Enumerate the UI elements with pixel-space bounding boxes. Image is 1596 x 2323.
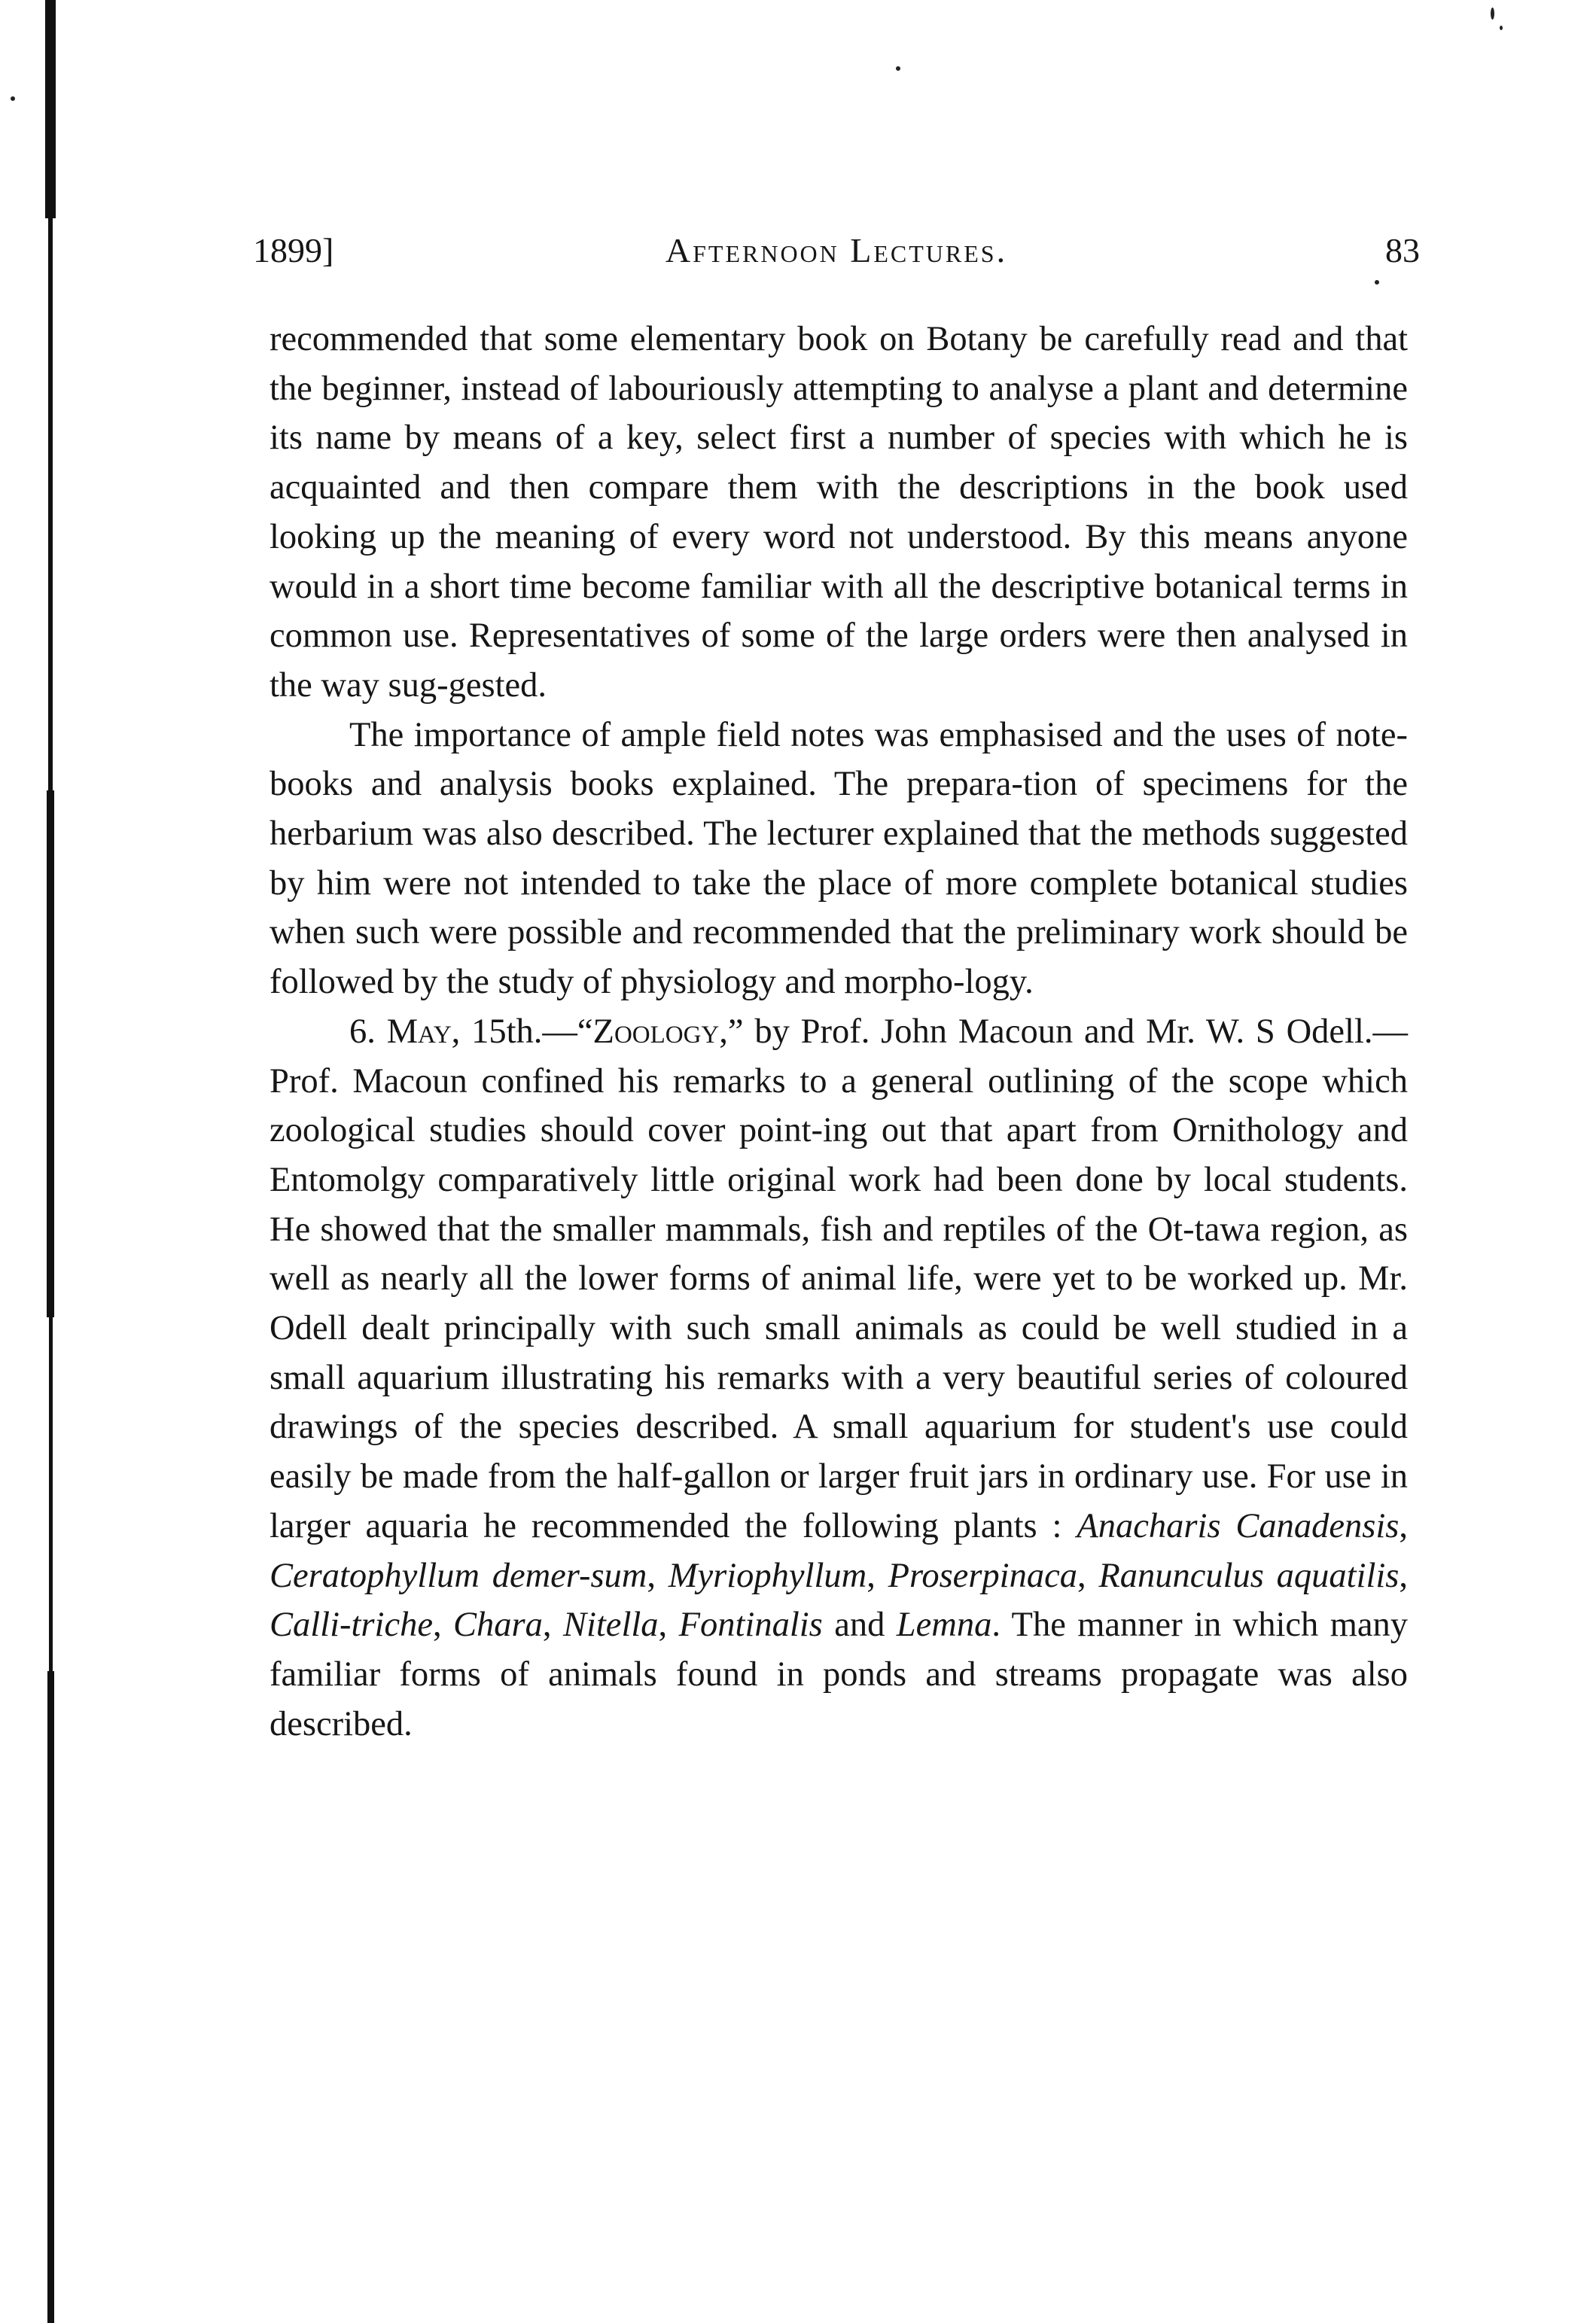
- dust-speck: [1375, 280, 1379, 285]
- separator: ,: [542, 1606, 563, 1645]
- separator: ,: [647, 1556, 669, 1595]
- running-header: [253, 224, 1420, 277]
- lecture-description: ,” by Prof. John Macoun and Mr. W. S Odell.—Prof. Macoun confined his remarks to a general outlining of the scope which zoological studies should cover point-ing out that apart from Ornithology and Entomolgy comparatively little original work had been done by local students. He showed that the smaller mammals, fish and reptiles of the Ot-tawa region, as well as nearly all the lower forms of animal life, were yet to be worked up. Mr. Odell dealt principally with such small animals as could be well studied in a small aquarium illustrating his remarks with a very beautiful series of coloured drawings of the species described. A small aquarium for student's use could easily be made from the half-gallon or larger fruit jars in ordinary use. For use in larger aquaria he recommended the following plants :: [270, 1012, 1408, 1545]
- plant-name: Ranunculus aquatilis: [1098, 1556, 1400, 1595]
- separator: ,: [867, 1556, 888, 1595]
- plant-name: Chara: [453, 1606, 543, 1645]
- running-title: Afternoon Lectures.: [665, 231, 1008, 269]
- dust-speck: [1500, 26, 1503, 30]
- plant-name: Calli-triche: [270, 1606, 433, 1645]
- page-number: 83: [1385, 231, 1420, 269]
- paragraph-zoology-lecture: [270, 1007, 1408, 1749]
- plant-name: Anacharis Canadensis: [1077, 1506, 1400, 1545]
- binding-edge: [45, 0, 56, 2323]
- lecture-topic: Zoology: [592, 1012, 720, 1051]
- plant-name: Lemna: [896, 1606, 992, 1645]
- dust-speck: [1491, 8, 1494, 20]
- paragraph-field-notes: The importance of ample field notes was emphasised and the uses of note-books and analysis books explained. The prepara-tion of specimens for the herbarium was also described. The lecturer explained that the methods suggested by him were not intended to take the place of more complete botanical studies when such were possible and recommended that the preliminary work should be followed by the study of physiology and morpho-logy.: [270, 715, 1408, 1002]
- separator: ,: [432, 1606, 454, 1645]
- plant-name: Proserpinaca: [888, 1556, 1077, 1595]
- body-text: [270, 315, 1408, 1749]
- dust-speck: [896, 66, 900, 71]
- lecture-date-day: , 15th.—“: [451, 1012, 593, 1051]
- separator: ,: [1399, 1506, 1409, 1545]
- separator: ,: [1399, 1556, 1409, 1595]
- dust-speck: [11, 96, 15, 101]
- header-year: 1899]: [253, 231, 334, 269]
- separator: ,: [658, 1606, 679, 1645]
- paragraph-botany-continued: recommended that some elementary book on Botany be carefully read and that the beginner, instead of labouriously attempting to analyse a plant and determine its name by means of a key, select first a number of species with which he is acquainted and then compare them with the descriptions in the book used looking up the meaning of every word not understood. By this means anyone would in a short time become familiar with all the descriptive botanical terms in common use. Representatives of some of the large orders were then analysed in the way sug-gested.: [270, 320, 1408, 705]
- plant-name: Myriophyllum: [668, 1556, 867, 1595]
- plant-name: Nitella: [562, 1606, 659, 1645]
- separator: ,: [1077, 1556, 1099, 1595]
- lecture-conclusion: . The manner in which many familiar forms of animals found in ponds and streams propagate was also described.: [270, 1606, 1409, 1743]
- lecture-date-month: May: [386, 1012, 452, 1051]
- separator: and: [822, 1606, 897, 1645]
- plant-name: Fontinalis: [678, 1606, 823, 1645]
- plant-name: Ceratophyllum demer-sum: [270, 1556, 647, 1595]
- lecture-number: 6.: [349, 1012, 376, 1051]
